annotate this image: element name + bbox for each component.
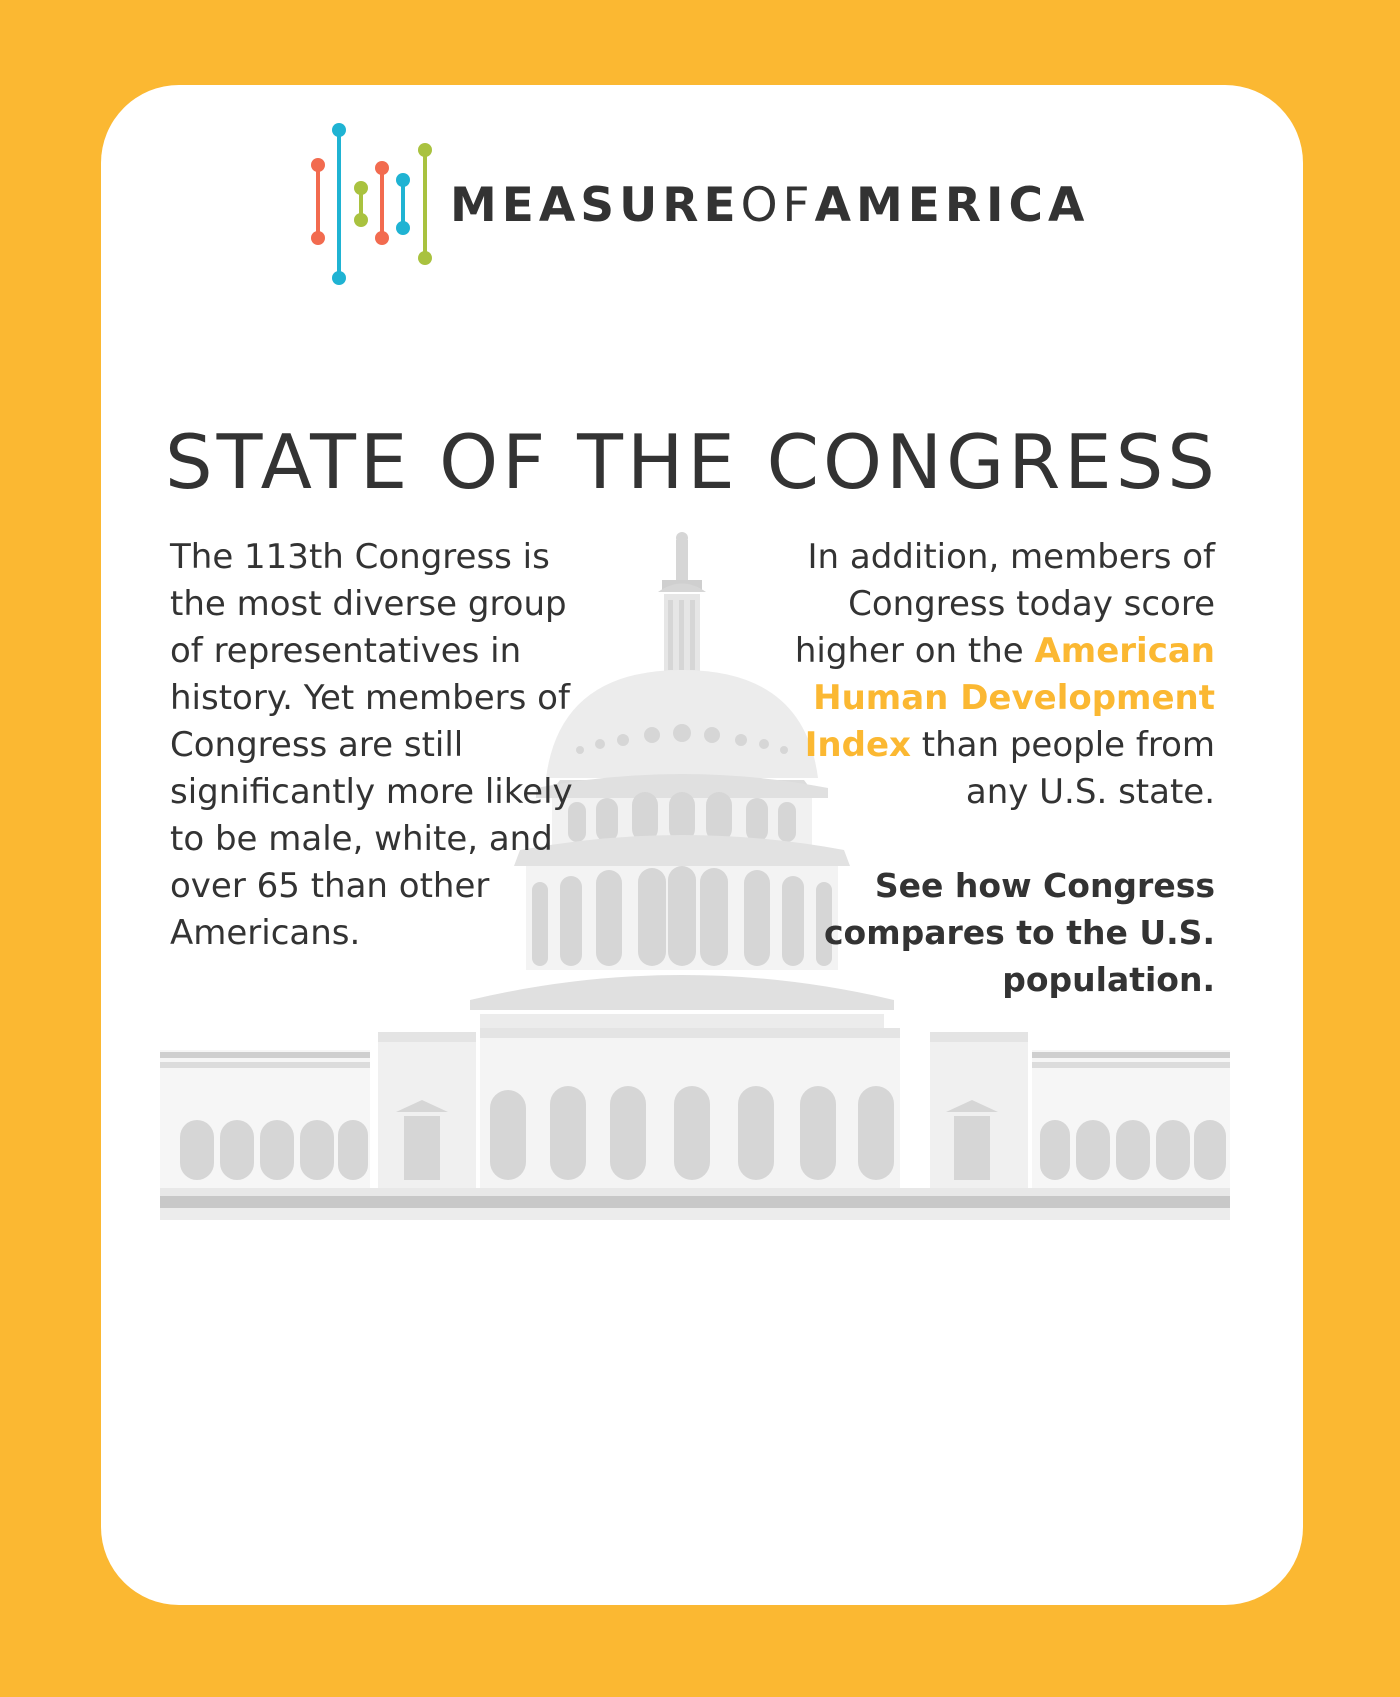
- intro-paragraph: The 113th Congress is the most diverse group of representatives in history. Yet members of Congress are still significantly more likely to be male, white, and over 65 than other Americans.: [170, 537, 573, 953]
- hdi-highlight: American Human Development Index: [804, 631, 1215, 765]
- hdi-paragraph: [785, 534, 1215, 816]
- brand-name-part1: MEASURE: [450, 178, 741, 233]
- logo-icon: [304, 120, 444, 290]
- brand-wordmark: [450, 178, 1089, 233]
- brand-name-part2: OF: [740, 178, 815, 233]
- hdi-text-after: than people from any U.S. state.: [910, 725, 1215, 812]
- hdi-text-before: In addition, members of Congress today score higher on the: [794, 537, 1215, 671]
- page-title: STATE OF THE CONGRESS: [165, 418, 1219, 506]
- cta-text: See how Congress compares to the U.S. population.: [823, 866, 1215, 999]
- brand-name-part3: AMERICA: [814, 178, 1090, 233]
